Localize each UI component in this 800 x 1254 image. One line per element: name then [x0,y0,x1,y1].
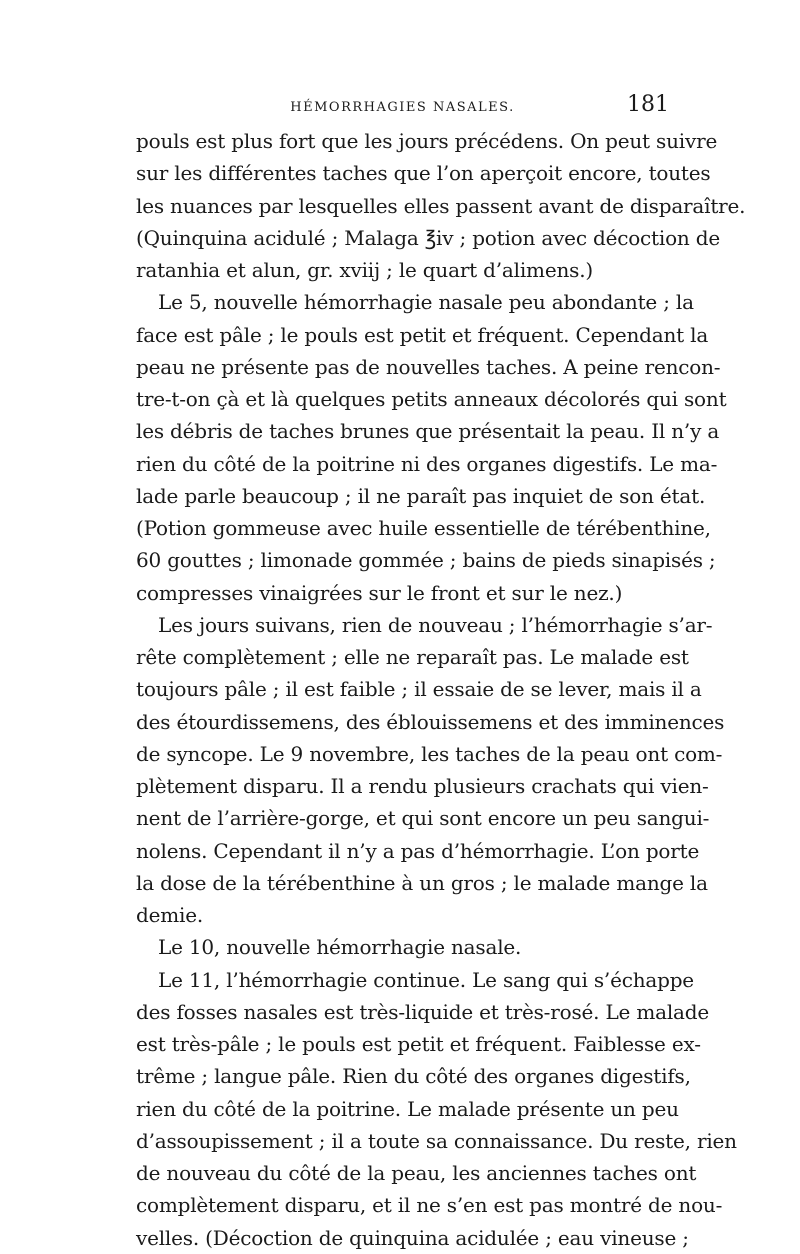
text-line: la dose de la térébenthine à un gros ; le malade mange la [136,870,708,895]
text-line: demie. [136,903,203,927]
text-line: des fosses nasales est très-liquide et très-rosé. Le malade [136,999,709,1024]
body-text [136,125,746,1254]
text-line: compresses vinaigrées sur le front et sur le nez.) [136,580,623,605]
text-line: pouls est plus fort que les jours précédens. On peut suivre [136,129,718,153]
text-line: trême ; langue pâle. Rien du côté des organes digestifs, [136,1064,691,1089]
text-line: lade parle beaucoup ; il ne paraît pas inquiet de son état. [136,483,706,508]
text-line: de syncope. Le 9 novembre, les taches de la peau ont com- [136,741,723,766]
text-line: ratanhia et alun, gr. xviij ; le quart d’alimens.) [136,258,593,282]
text-line: rien du côté de la poitrine ni des organes digestifs. Le ma- [136,451,718,476]
text-line: plètement disparu. Il a rendu plusieurs crachats qui vien- [136,774,709,798]
text-line: peau ne présente pas de nouvelles taches. A peine rencon- [136,354,721,379]
text-line: les débris de taches brunes que présentait la peau. Il n’y a [136,419,720,444]
text-line: les nuances par lesquelles elles passent avant de disparaître. [136,193,746,218]
text-line: des étourdissemens, des éblouissemens et des imminences [136,709,725,734]
text-line: de nouveau du côté de la peau, les anciennes taches ont [136,1161,697,1185]
text-line: rien du côté de la poitrine. Le malade présente un peu [136,1096,679,1121]
text-line: Les jours suivans, rien de nouveau ; l’hémorrhagie s’ar- [158,612,713,637]
text-line: (Potion gommeuse avec huile essentielle de térébenthine, [136,516,711,540]
text-line: d’assoupissement ; il a toute sa connaissance. Du reste, rien [136,1128,737,1153]
text-line: Le 10, nouvelle hémorrhagie nasale. [158,935,522,960]
text-line: velles. (Décoction de quinquina acidulée ; eau vineuse ; [136,1225,689,1250]
text-line: complètement disparu, et il ne s’en est pas montré de nou- [136,1193,723,1218]
text-line: rête complètement ; elle ne reparaît pas. Le malade est [136,645,689,669]
running-head [136,92,669,122]
text-line: face est pâle ; le pouls est petit et fréquent. Cependant la [136,322,709,347]
text-line: (Quinquina acidulé ; Malaga ℥iv ; potion avec décoction de [136,225,721,250]
text-line: Le 11, l’hémorrhagie continue. Le sang qui s’échappe [158,967,694,992]
running-title: HÉMORRHAGIES NASALES. [290,100,515,115]
text-line: 60 gouttes ; limonade gommée ; bains de pieds sinapisés ; [136,548,716,573]
text-line: nolens. Cependant il n’y a pas d’hémorrhagie. L’on porte [136,838,700,863]
text-line: est très-pâle ; le pouls est petit et fréquent. Faiblesse ex- [136,1032,701,1056]
text-line: sur les différentes taches que l’on aperçoit encore, toutes [136,161,711,186]
text-line: toujours pâle ; il est faible ; il essaie de se lever, mais il a [136,677,702,702]
text-line: tre-t-on çà et là quelques petits anneaux décolorés qui sont [136,387,727,411]
page-number: 181 [627,92,669,117]
text-line: nent de l’arrière-gorge, et qui sont encore un peu sangui- [136,806,710,831]
text-line: Le 5, nouvelle hémorrhagie nasale peu abondante ; la [158,290,694,315]
